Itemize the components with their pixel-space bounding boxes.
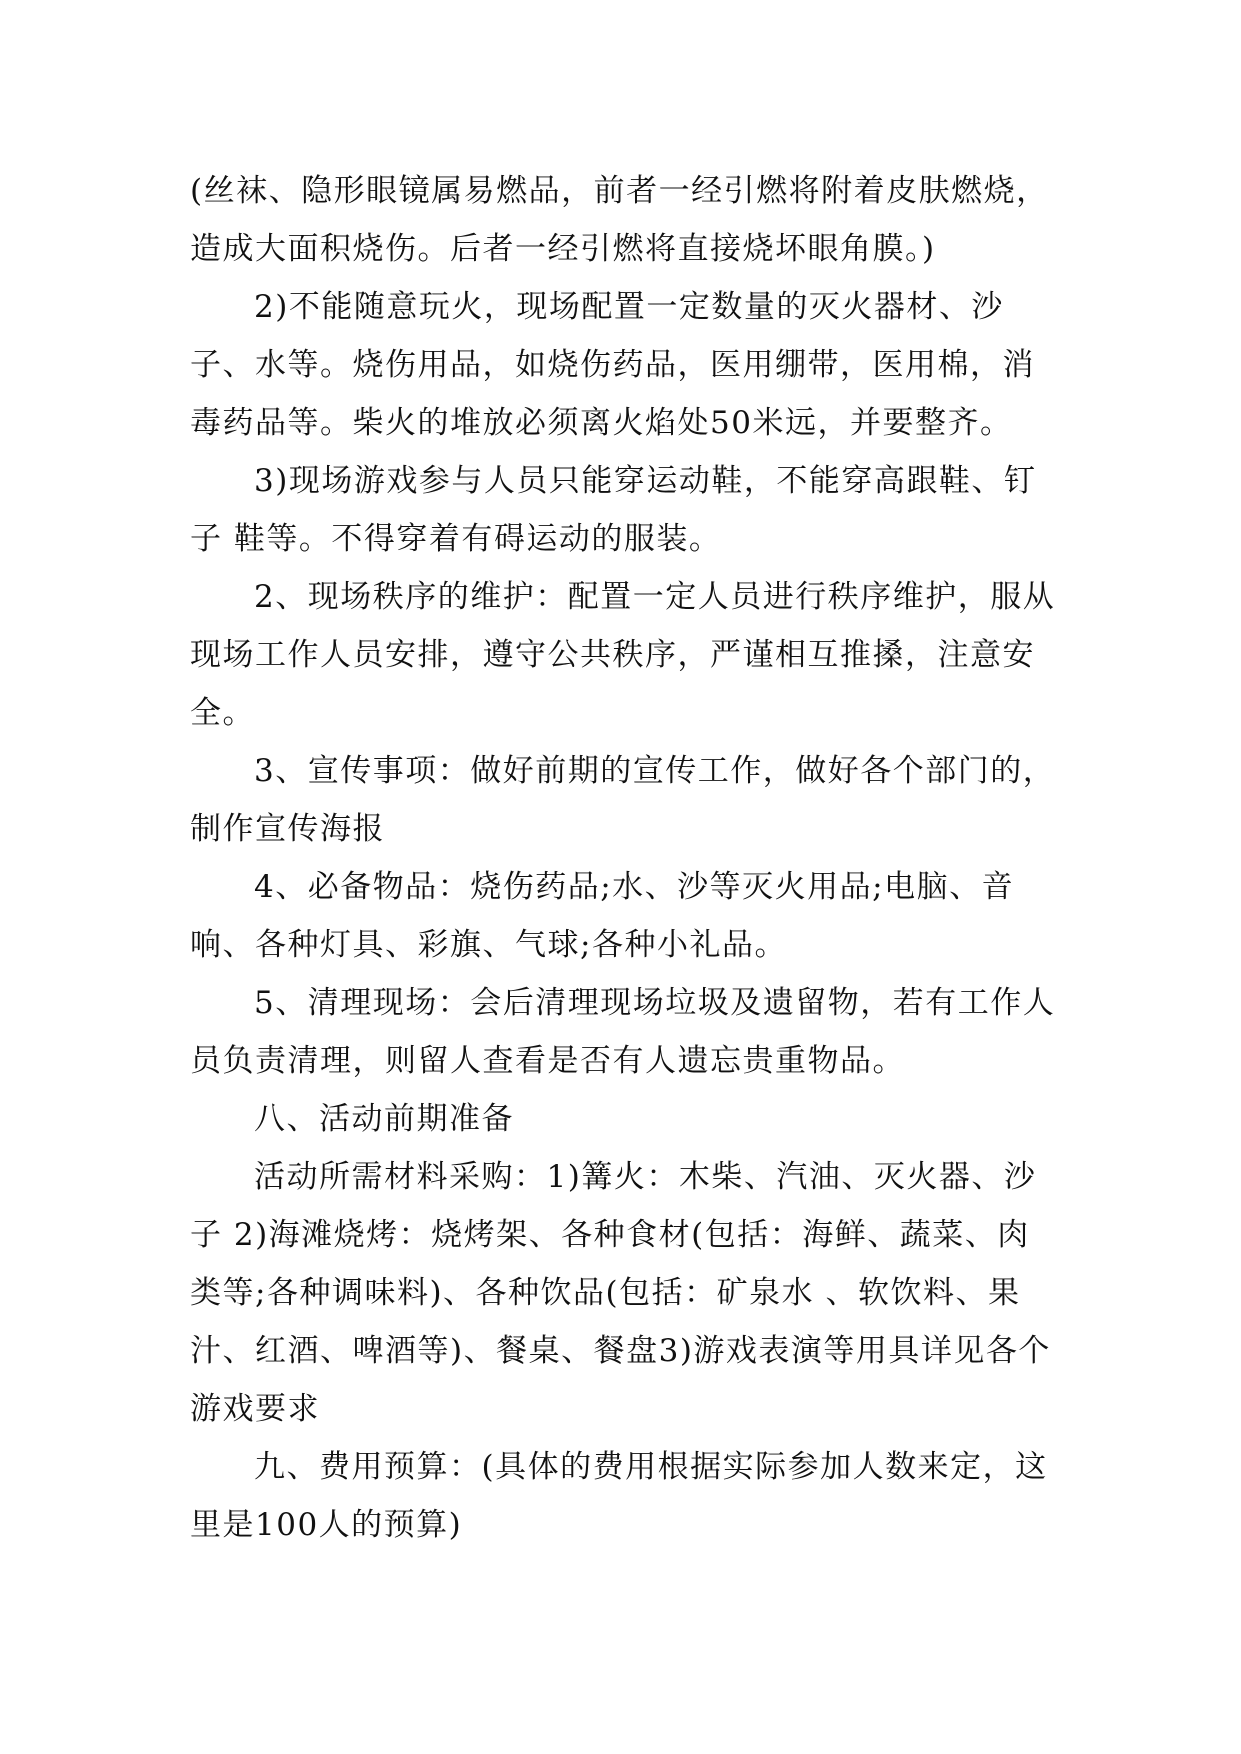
section-heading-preparation: 八、活动前期准备 bbox=[254, 1101, 514, 1137]
paragraph-materials: 活动所需材料采购：1)篝火：木柴、汽油、灭火器、沙子 2)海滩烧烤：烧烤架、各种食材(包括：海鲜、蔬菜、肉类等;各种调味料)、各种饮品(包括：矿泉水 、软饮料、果汁、红酒、啤酒等)、餐桌、餐盘3)游戏表演等用具详见各个游戏要求 bbox=[190, 1159, 1051, 1427]
document-body bbox=[190, 162, 1060, 1554]
paragraph-fire-safety: 2)不能随意玩火，现场配置一定数量的灭火器材、沙子、水等。烧伤用品，如烧伤药品，医用绷带，医用棉，消毒药品等。柴火的堆放必须离火焰处50米远，并要整齐。 bbox=[190, 289, 1035, 441]
paragraph-flammable-note: (丝袜、隐形眼镜属易燃品，前者一经引燃将附着皮肤燃烧，造成大面积烧伤。后者一经引燃将直接烧坏眼角膜。) bbox=[190, 173, 1049, 267]
paragraph-supplies: 4、必备物品：烧伤药品;水、沙等灭火用品;电脑、音响、各种灯具、彩旗、气球;各种小礼品。 bbox=[190, 869, 1015, 963]
section-heading-budget: 九、费用预算：(具体的费用根据实际参加人数来定，这里是100人的预算) bbox=[190, 1449, 1048, 1543]
paragraph-publicity: 3、宣传事项：做好前期的宣传工作，做好各个部门的，制作宣传海报 bbox=[190, 753, 1056, 847]
paragraph-order-maintenance: 2、现场秩序的维护：配置一定人员进行秩序维护，服从现场工作人员安排，遵守公共秩序，严谨相互推搡，注意安全。 bbox=[190, 579, 1056, 731]
paragraph-footwear: 3)现场游戏参与人员只能穿运动鞋，不能穿高跟鞋、钉子 鞋等。不得穿着有碍运动的服装。 bbox=[190, 463, 1037, 557]
paragraph-cleanup: 5、清理现场：会后清理现场垃圾及遗留物，若有工作人员负责清理，则留人查看是否有人遗忘贵重物品。 bbox=[190, 985, 1056, 1079]
